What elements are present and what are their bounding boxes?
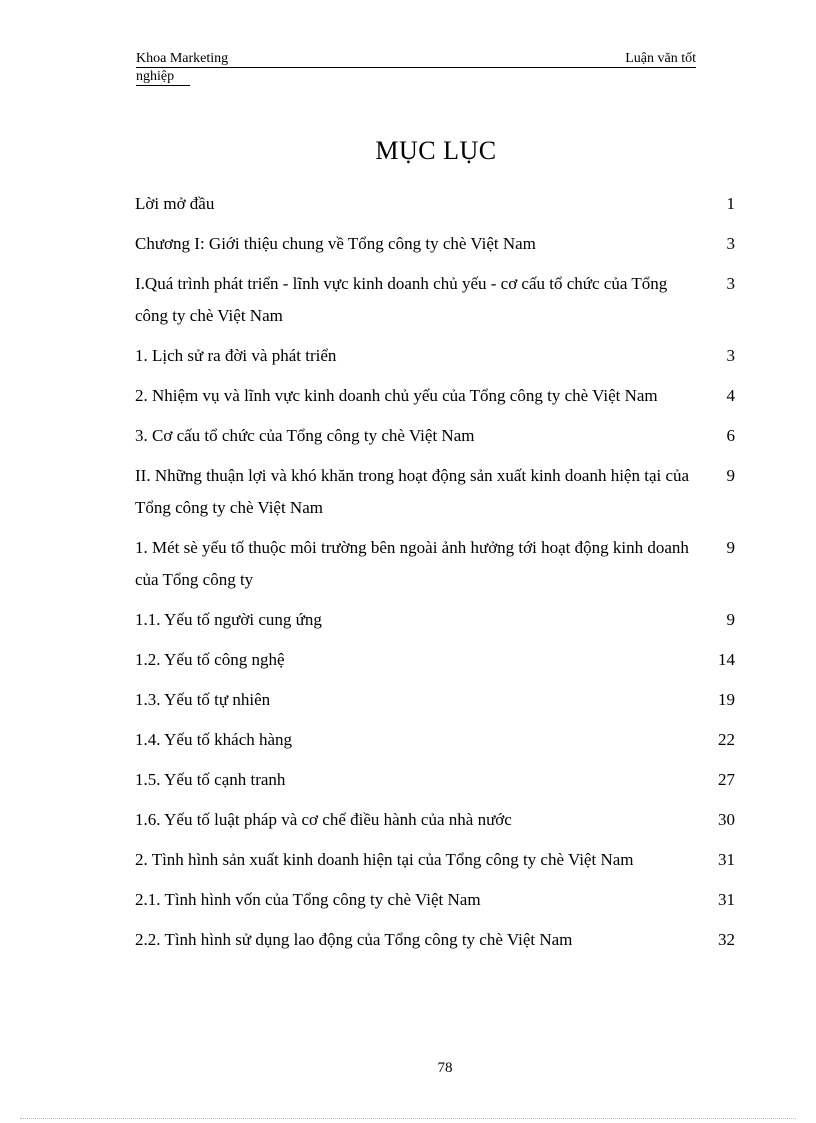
toc-entry-page: 32 bbox=[718, 930, 735, 949]
toc-entry-text: II. Những thuận lợi và khó khăn trong hoạt động sản xuất kinh doanh hiện tại của Tổng công ty chè Việt Nam bbox=[135, 466, 690, 517]
toc-entry bbox=[135, 844, 735, 876]
toc-entry bbox=[135, 884, 735, 916]
header-row bbox=[136, 50, 696, 68]
header-document-type: Luận văn tốt bbox=[625, 51, 696, 66]
toc-entry-text: 1.2. Yếu tố công nghệ bbox=[135, 650, 285, 669]
page-number: 78 bbox=[437, 1060, 453, 1076]
page-edge-divider bbox=[20, 1118, 796, 1119]
toc-entry bbox=[135, 604, 735, 636]
toc-entry-text: 1. Lịch sử ra đời và phát triển bbox=[135, 346, 337, 365]
toc-entry-page: 31 bbox=[718, 890, 735, 909]
toc-entry-page: 3 bbox=[726, 234, 735, 253]
toc-entry bbox=[135, 804, 735, 836]
toc-entry bbox=[135, 764, 735, 796]
toc-entry-page: 19 bbox=[718, 690, 735, 709]
toc-entry-page: 14 bbox=[718, 650, 735, 669]
toc-entry bbox=[135, 724, 735, 756]
toc-entry-text: 2. Tình hình sản xuất kinh doanh hiện tại của Tổng công ty chè Việt Nam bbox=[135, 850, 634, 869]
toc-entry-text: 2. Nhiệm vụ và lĩnh vực kinh doanh chủ yếu của Tổng công ty chè Việt Nam bbox=[135, 386, 658, 405]
toc-entry bbox=[135, 188, 735, 220]
toc-entry bbox=[135, 532, 735, 596]
table-of-contents bbox=[135, 188, 735, 964]
toc-entry-page: 3 bbox=[726, 274, 735, 293]
toc-entry-page: 4 bbox=[726, 386, 735, 405]
toc-entry-text: 1.1. Yếu tố người cung ứng bbox=[135, 610, 322, 629]
toc-entry-text: 1.3. Yếu tố tự nhiên bbox=[135, 690, 271, 709]
toc-entry-text: 1.5. Yếu tố cạnh tranh bbox=[135, 770, 286, 789]
header-continuation: nghiệp bbox=[136, 68, 190, 86]
toc-entry bbox=[135, 684, 735, 716]
toc-entry bbox=[135, 228, 735, 260]
toc-entry-page: 9 bbox=[726, 610, 735, 629]
toc-entry-page: 27 bbox=[718, 770, 735, 789]
toc-entry-page: 31 bbox=[718, 850, 735, 869]
page-header bbox=[136, 50, 696, 86]
toc-entry-text: 1.4. Yếu tố khách hàng bbox=[135, 730, 293, 749]
toc-entry-text: 2.2. Tình hình sử dụng lao động của Tổng công ty chè Việt Nam bbox=[135, 930, 573, 949]
toc-entry-text: 2.1. Tình hình vốn của Tổng công ty chè Việt Nam bbox=[135, 890, 481, 909]
toc-entry-text: 3. Cơ cấu tổ chức của Tổng công ty chè Việt Nam bbox=[135, 426, 475, 445]
toc-entry-text: I.Quá trình phát triển - lĩnh vực kinh doanh chủ yếu - cơ cấu tổ chức của Tổng công ty chè Việt Nam bbox=[135, 274, 668, 325]
toc-entry-text: 1. Mét sè yếu tố thuộc môi trường bên ngoài ảnh hưởng tới hoạt động kinh doanh của Tổng công ty bbox=[135, 538, 689, 589]
toc-entry-page: 9 bbox=[726, 466, 735, 485]
toc-entry-page: 9 bbox=[726, 538, 735, 557]
toc-entry-text: 1.6. Yếu tố luật pháp và cơ chế điều hành của nhà nước bbox=[135, 810, 512, 829]
header-department: Khoa Marketing bbox=[136, 51, 229, 66]
toc-entry bbox=[135, 644, 735, 676]
toc-entry bbox=[135, 268, 735, 332]
toc-entry-page: 22 bbox=[718, 730, 735, 749]
toc-entry bbox=[135, 924, 735, 956]
toc-entry bbox=[135, 340, 735, 372]
toc-entry bbox=[135, 420, 735, 452]
toc-entry-text: Chương I: Giới thiệu chung về Tổng công ty chè Việt Nam bbox=[135, 234, 536, 253]
toc-entry-page: 6 bbox=[726, 426, 735, 445]
toc-entry-page: 1 bbox=[726, 194, 735, 213]
toc-entry-page: 3 bbox=[726, 346, 735, 365]
toc-entry-text: Lời mở đầu bbox=[135, 194, 215, 213]
toc-entry bbox=[135, 380, 735, 412]
toc-entry-page: 30 bbox=[718, 810, 735, 829]
toc-entry bbox=[135, 460, 735, 524]
page-title: MỤC LỤC bbox=[375, 136, 497, 165]
